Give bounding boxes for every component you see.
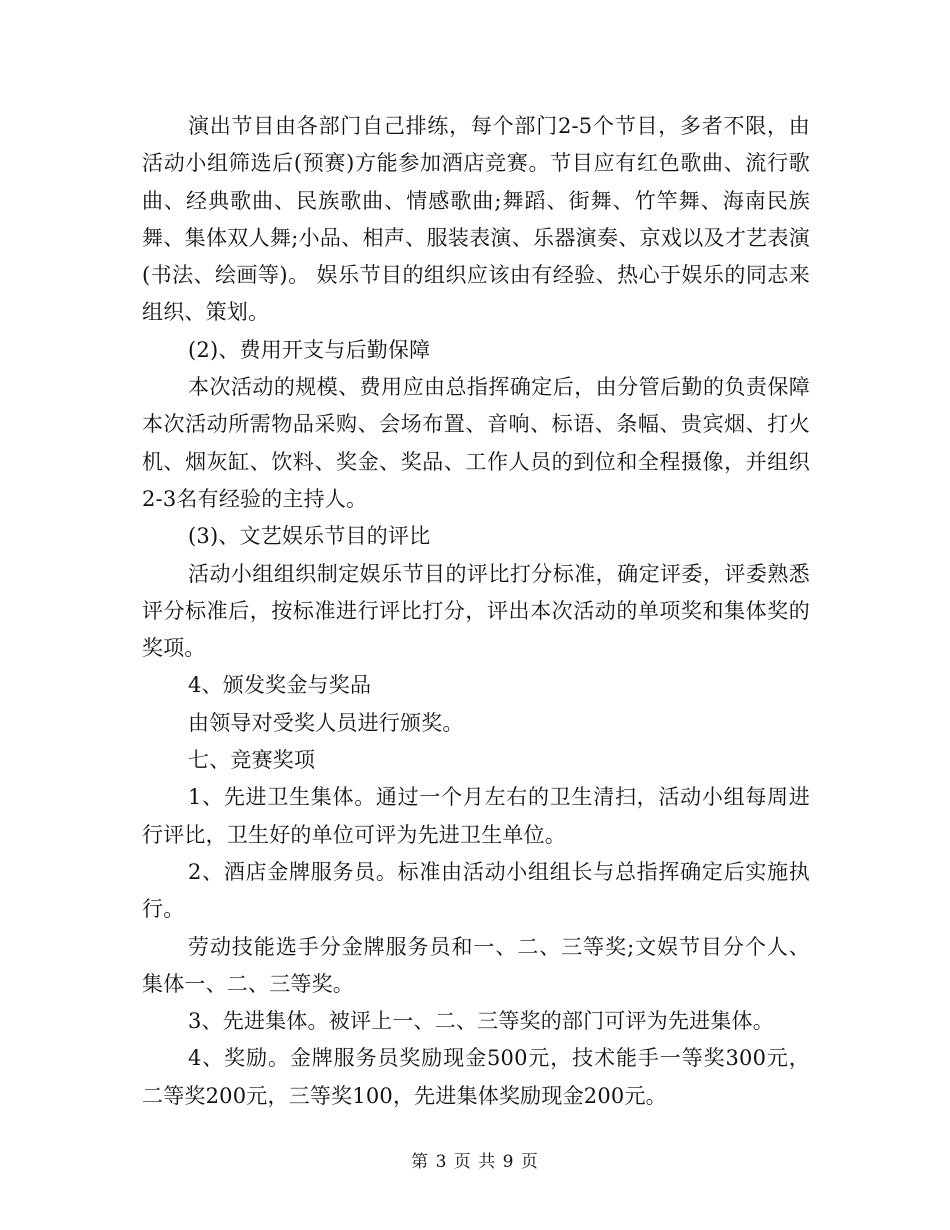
page-number-footer: 第 3 页 共 9 页 [411,1152,539,1172]
heading-awards-ceremony: 4、颁发奖金与奖品 [188,673,372,698]
heading-competition-awards: 七、竞赛奖项 [188,748,316,773]
heading-evaluation: (3)、文艺娱乐节目的评比 [188,524,431,549]
paragraph-award-gold-waiter: 2、酒店金牌服务员。标准由活动小组组长与总指挥确定后实施执行。 [142,859,810,922]
paragraph-costs: 本次活动的规模、费用应由总指挥确定后，由分管后勤的负责保障本次活动所需物品采购、会场布置、音响、标语、条幅、贵宾烟、打火机、烟灰缸、饮料、奖金、奖品、工作人员的到位和全程摄像，并组织2-3名有经验的主持人。 [142,375,810,511]
paragraph-performance: 演出节目由各部门自己排练，每个部门2-5个节目，多者不限，由活动小组筛选后(预赛)方能参加酒店竞赛。节目应有红色歌曲、流行歌曲、经典歌曲、民族歌曲、情感歌曲;舞蹈、街舞、竹竿舞、海南民族舞、集体双人舞;小品、相声、服装表演、乐器演奏、京戏以及才艺表演(书法、绘画等)。 娱乐节目的组织应该由有经验、热心于娱乐的同志来组织、策划。 [142,114,810,325]
document-body [142,108,810,1115]
paragraph-evaluation: 活动小组组织制定娱乐节目的评比打分标准，确定评委，评委熟悉评分标准后，按标准进行评比打分，评出本次活动的单项奖和集体奖的奖项。 [142,561,810,661]
paragraph-awards-ceremony: 由领导对受奖人员进行颁奖。 [188,710,464,735]
heading-costs-logistics: (2)、费用开支与后勤保障 [188,337,431,362]
paragraph-award-categories: 劳动技能选手分金牌服务员和一、二、三等奖;文娱节目分个人、集体一、二、三等奖。 [142,934,810,996]
paragraph-award-rewards: 4、奖励。金牌服务员奖励现金500元，技术能手一等奖300元，二等奖200元，三等奖100，先进集体奖励现金200元。 [142,1046,810,1108]
paragraph-award-hygiene: 1、先进卫生集体。通过一个月左右的卫生清扫，活动小组每周进行评比，卫生好的单位可评为先进卫生单位。 [142,785,810,847]
paragraph-award-collective: 3、先进集体。被评上一、二、三等奖的部门可评为先进集体。 [188,1009,774,1034]
